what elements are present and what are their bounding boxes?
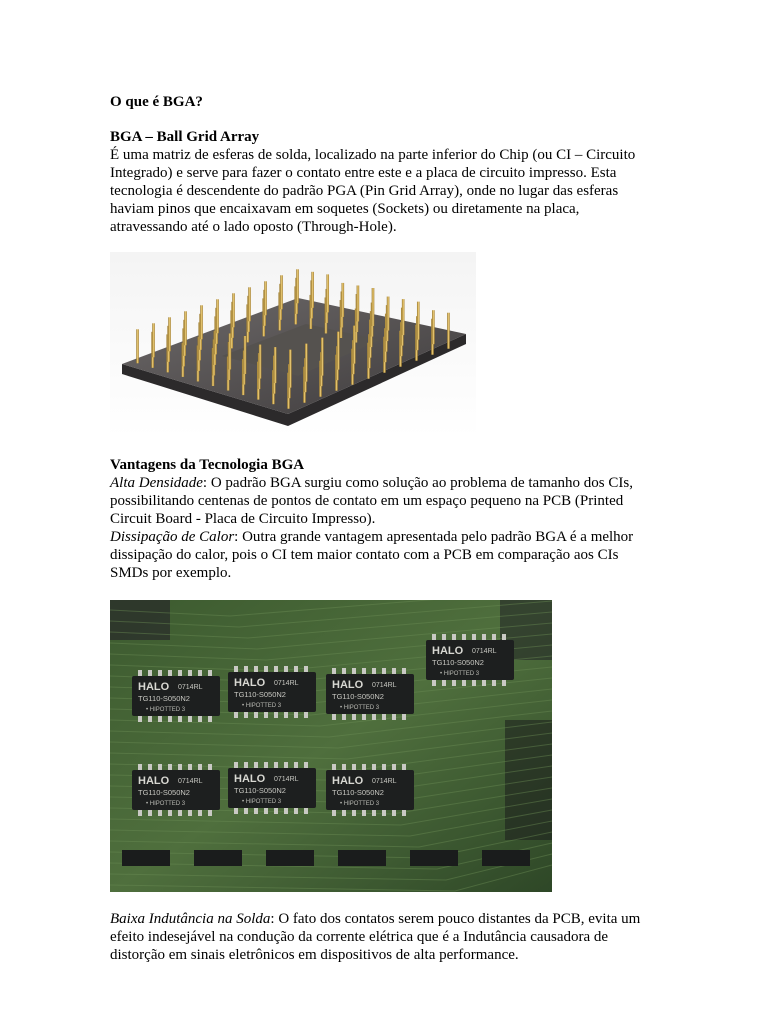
term-dissipacao: Dissipação de Calor (110, 529, 235, 545)
gold-pin (200, 305, 203, 339)
gold-pin (248, 287, 251, 321)
svg-text:HALO: HALO (234, 773, 266, 785)
svg-text:• HIPOTTED 3: • HIPOTTED 3 (146, 801, 186, 807)
halo-transformer-chip (228, 762, 316, 814)
svg-text:• HIPOTTED 3: • HIPOTTED 3 (340, 801, 380, 807)
term-alta-densidade: Alta Densidade (110, 475, 203, 491)
page-title: O que é BGA? (110, 94, 203, 110)
svg-text:HALO: HALO (332, 679, 364, 691)
svg-text:HALO: HALO (138, 775, 170, 787)
gold-pin (321, 338, 324, 376)
gold-pin (417, 302, 420, 340)
text-line: É uma matriz de esferas de solda, localizado na parte inferior do Chip (ou CI – Circuito (110, 147, 636, 163)
gold-pin (372, 288, 375, 326)
text-line: tecnologia é descendente do padrão PGA (Pin Grid Array), onde no lugar das esferas (110, 183, 619, 199)
gold-pin (311, 272, 314, 308)
paragraph-alta-densidade: Alta Densidade: O padrão BGA surgiu como solução ao problema de tamanho dos CIs, possibilitando centenas de pontos de contato em um espaço pequeno na PCB (Printed Circuit Board - Placa de Circuito Impresso). (110, 475, 633, 527)
gold-pin (296, 269, 299, 303)
svg-text:0714RL: 0714RL (178, 778, 203, 785)
svg-text:TG110-S050N2: TG110-S050N2 (138, 694, 190, 703)
gold-pin (357, 285, 360, 321)
svg-text:• HIPOTTED 3: • HIPOTTED 3 (340, 705, 380, 711)
svg-text:HALO: HALO (332, 775, 364, 787)
svg-text:• HIPOTTED 3: • HIPOTTED 3 (242, 799, 282, 805)
svg-text:TG110-S050N2: TG110-S050N2 (234, 690, 286, 699)
svg-text:HALO: HALO (432, 645, 464, 657)
smd-ic (122, 850, 170, 866)
gold-pin (387, 297, 390, 331)
pga-chip-image (110, 252, 476, 438)
paragraph-baixa-indutancia: Baixa Indutância na Solda: O fato dos contatos serem pouco distantes da PCB, evita um efeito indesejável na condução da corrente elétrica que é a Indutância causadora de distorção em sinais eletrônicos em dispositivos de alta performance. (110, 911, 641, 963)
svg-text:0714RL: 0714RL (274, 776, 299, 783)
svg-text:• HIPOTTED 3: • HIPOTTED 3 (440, 671, 480, 677)
gold-pin (402, 299, 405, 335)
gold-pin (136, 329, 139, 363)
gold-pin (326, 274, 329, 312)
svg-text:0714RL: 0714RL (274, 680, 299, 687)
svg-text:TG110-S050N2: TG110-S050N2 (234, 786, 286, 795)
gold-pin (152, 323, 155, 357)
gold-pin (447, 313, 450, 349)
gold-pin (289, 350, 292, 388)
document-content (110, 93, 670, 964)
smd-ic (410, 850, 458, 866)
svg-text:0714RL: 0714RL (372, 682, 397, 689)
svg-text:• HIPOTTED 3: • HIPOTTED 3 (146, 707, 186, 713)
pcb-photo-image (110, 600, 552, 892)
svg-text:TG110-S050N2: TG110-S050N2 (332, 692, 384, 701)
svg-text:0714RL: 0714RL (472, 648, 497, 655)
gold-pin (259, 345, 262, 379)
gold-pin (216, 299, 219, 333)
halo-transformer-chip (228, 666, 316, 718)
gold-pin (280, 275, 283, 309)
svg-text:HALO: HALO (234, 677, 266, 689)
gold-pin (232, 293, 235, 327)
svg-text:TG110-S050N2: TG110-S050N2 (138, 788, 190, 797)
paragraph-bga-definition (110, 146, 670, 236)
section-heading-advantages: Vantagens da Tecnologia BGA (110, 457, 305, 473)
text-line: atravessando até o lado oposto (Through-Hole). (110, 219, 397, 235)
gold-pin (305, 344, 308, 382)
halo-transformer-chip (326, 668, 414, 720)
text-line: haviam pinos que encaixavam em soquetes (Sockets) ou diretamente na placa, (110, 201, 580, 217)
gold-pin (432, 310, 435, 344)
gold-pin (168, 317, 171, 351)
halo-transformer-chip (132, 764, 220, 816)
paragraph-dissipacao: Dissipação de Calor: Outra grande vantagem apresentada pelo padrão BGA é a melhor dissipação do calor, pois o CI tem maior contato com a PCB em comparação aos CIs SMDs por exemplo. (110, 529, 634, 581)
halo-transformer-chip (426, 634, 514, 686)
gold-pin (184, 311, 187, 345)
smd-ic (194, 850, 242, 866)
text-line: Integrado) e serve para fazer o contato entre este e a placa de circuito impresso. Esta (110, 165, 617, 181)
gold-pin (274, 347, 277, 383)
smd-ic (482, 850, 530, 866)
svg-text:TG110-S050N2: TG110-S050N2 (432, 658, 484, 667)
halo-transformer-chip (326, 764, 414, 816)
gold-pin (244, 336, 247, 374)
term-baixa-indutancia: Baixa Indutância na Solda (110, 911, 271, 927)
section-heading-bga: BGA – Ball Grid Array (110, 129, 260, 145)
gold-pin (337, 332, 340, 370)
svg-text:TG110-S050N2: TG110-S050N2 (332, 788, 384, 797)
halo-transformer-chip (132, 670, 220, 722)
smd-ic (338, 850, 386, 866)
svg-text:0714RL: 0714RL (178, 684, 203, 691)
smd-ic (266, 850, 314, 866)
svg-text:• HIPOTTED 3: • HIPOTTED 3 (242, 703, 282, 709)
gold-pin (264, 281, 267, 315)
svg-text:0714RL: 0714RL (372, 778, 397, 785)
gold-pin (342, 283, 345, 317)
svg-text:HALO: HALO (138, 681, 170, 693)
